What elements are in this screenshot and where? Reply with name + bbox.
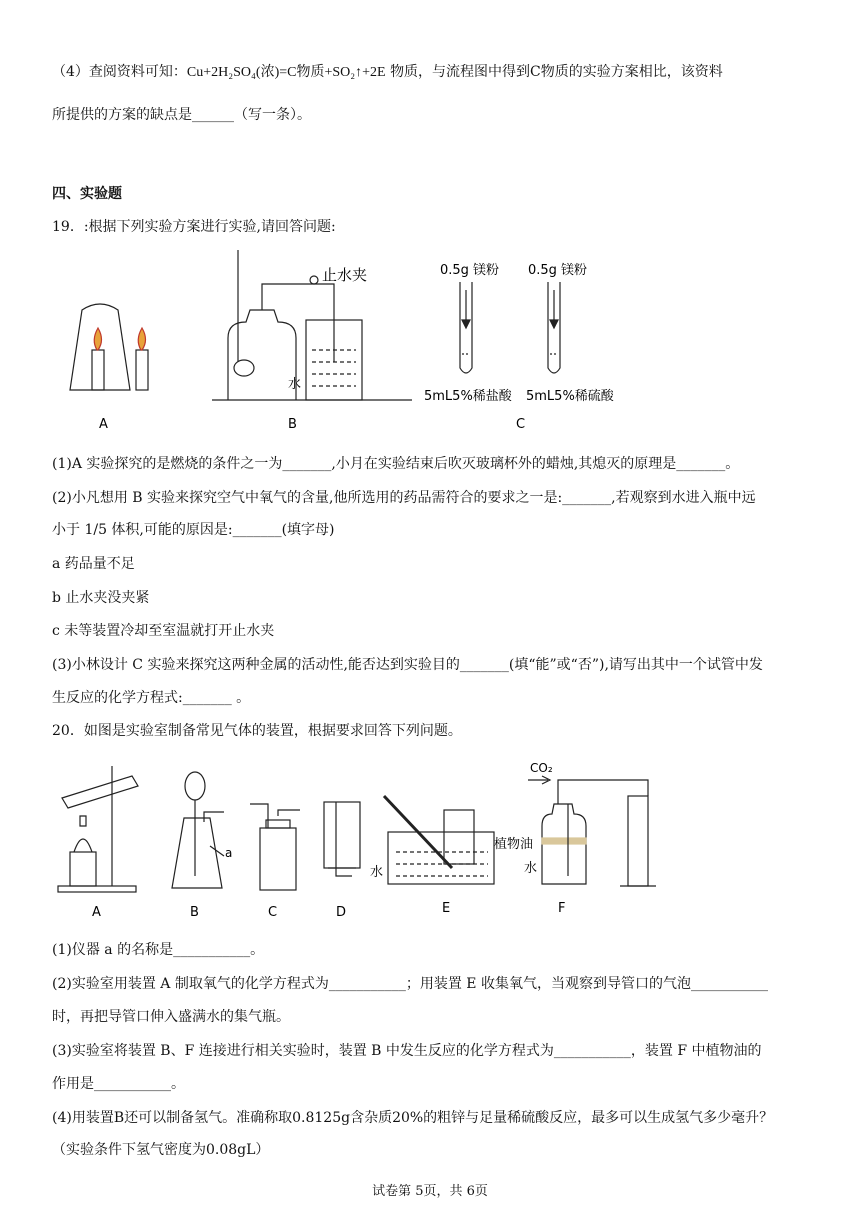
fig20-label-a: A: [92, 905, 101, 920]
fig20-co2-label: CO₂: [530, 761, 553, 775]
fig20-label-f: F: [558, 901, 566, 916]
fig19-mg1-label: 0.5g 镁粉: [440, 263, 500, 278]
fig-b-apparatus: [212, 250, 412, 400]
section-title: 四、实验题: [52, 186, 122, 202]
q20-stem: 20．如图是实验室制备常见气体的装置，根据要求回答下列问题。: [52, 723, 462, 739]
q19-figure: [52, 250, 652, 440]
fig-d-jar: [324, 802, 360, 876]
q20-p2a: (2)实验室用装置 A 制取氧气的化学方程式为___________；用装置 E 收集氧气，当观察到导管口的气泡___________: [52, 976, 768, 992]
q19-stem: 19．:根据下列实验方案进行实验,请回答问题:: [52, 219, 336, 235]
fig20-e-water-label: 水: [370, 865, 384, 880]
fig-c-jar: [250, 804, 300, 890]
fig-e-trough: [384, 796, 494, 884]
fig19-acid1-label: 5mL5%稀盐酸: [424, 389, 512, 404]
q20-p4a: (4)用装置B还可以制备氢气。准确称取0.8125g含杂质20%的粗锌与足量稀硫酸反应，最多可以生成氢气多少毫升？: [52, 1110, 774, 1126]
fig19-label-b: B: [288, 417, 297, 432]
fig19-clamp-label: 止水夹: [322, 266, 368, 284]
fig20-label-e: E: [442, 901, 451, 916]
q19-p2b: 小于 1/5 体积,可能的原因是:_______(填字母): [52, 522, 335, 538]
q20-p4b: （实验条件下氢气密度为0.08gL）: [52, 1142, 270, 1158]
q19-p2a: (2)小凡想用 B 实验来探究空气中氧气的含量,他所选用的药品需符合的要求之一是:_______,若观察到水进入瓶中远: [52, 490, 756, 506]
fig19-label-c: C: [516, 417, 526, 432]
fig19-water-label: 水: [288, 377, 302, 392]
fig-a-heating: [58, 766, 138, 892]
q18-4-line2: 所提供的方案的缺点是______（写一条）。: [52, 107, 311, 123]
q20-p2b: 时，再把导管口伸入盛满水的集气瓶。: [52, 1009, 290, 1025]
q18-4-prefix: （4）查阅资料可知：: [52, 64, 187, 80]
q19-p3b: 生反应的化学方程式:_______ 。: [52, 690, 251, 706]
fig-c-tubes: [460, 282, 560, 373]
q20-p3a: (3)实验室将装置 B、F 连接进行相关实验时，装置 B 中发生反应的化学方程式为___________，装置 F 中植物油的: [52, 1043, 762, 1059]
fig-a-candles: [70, 304, 148, 390]
fig20-f-water-label: 水: [524, 861, 538, 876]
q19-opt-a: a 药品量不足: [52, 556, 135, 572]
q18-4-equation: Cu+2H₂SO₄(浓)=C物质+SO₂↑+2E: [186, 65, 386, 80]
fig19-label-a: A: [99, 417, 108, 432]
fig20-oil-label: 植物油: [494, 837, 534, 852]
q19-p3a: (3)小林设计 C 实验来探究这两种金属的活动性,能否达到实验目的_______(填“能”或“否”),请写出其中一个试管中发: [52, 657, 763, 673]
q18-4-line1: [52, 62, 723, 83]
fig20-a-label: a: [225, 846, 233, 860]
fig20-label-b: B: [190, 905, 199, 920]
q18-4-suffix: 物质，与流程图中得到C物质的实验方案相比，该资料: [390, 64, 723, 80]
q19-opt-b: b 止水夹没夹紧: [52, 590, 150, 606]
fig-b-flask: [172, 772, 224, 888]
q20-p1: (1)仪器 a 的名称是___________。: [52, 942, 265, 958]
q19-opt-c: c 未等装置冷却至室温就打开止水夹: [52, 623, 275, 639]
q19-p1: (1)A 实验探究的是燃烧的条件之一为_______,小月在实验结束后吹灭玻璃杯外的蜡烛,其熄灭的原理是_______。: [52, 456, 740, 472]
fig20-label-d: D: [336, 905, 347, 920]
page-footer: 试卷第 5页，共 6页: [372, 1184, 488, 1199]
fig19-mg2-label: 0.5g 镁粉: [528, 263, 588, 278]
fig-f-bottle: [528, 776, 656, 886]
fig19-acid2-label: 5mL5%稀硫酸: [526, 389, 614, 404]
fig20-label-c: C: [268, 905, 278, 920]
q20-figure: [52, 756, 672, 926]
q20-p3b: 作用是___________。: [52, 1076, 185, 1092]
